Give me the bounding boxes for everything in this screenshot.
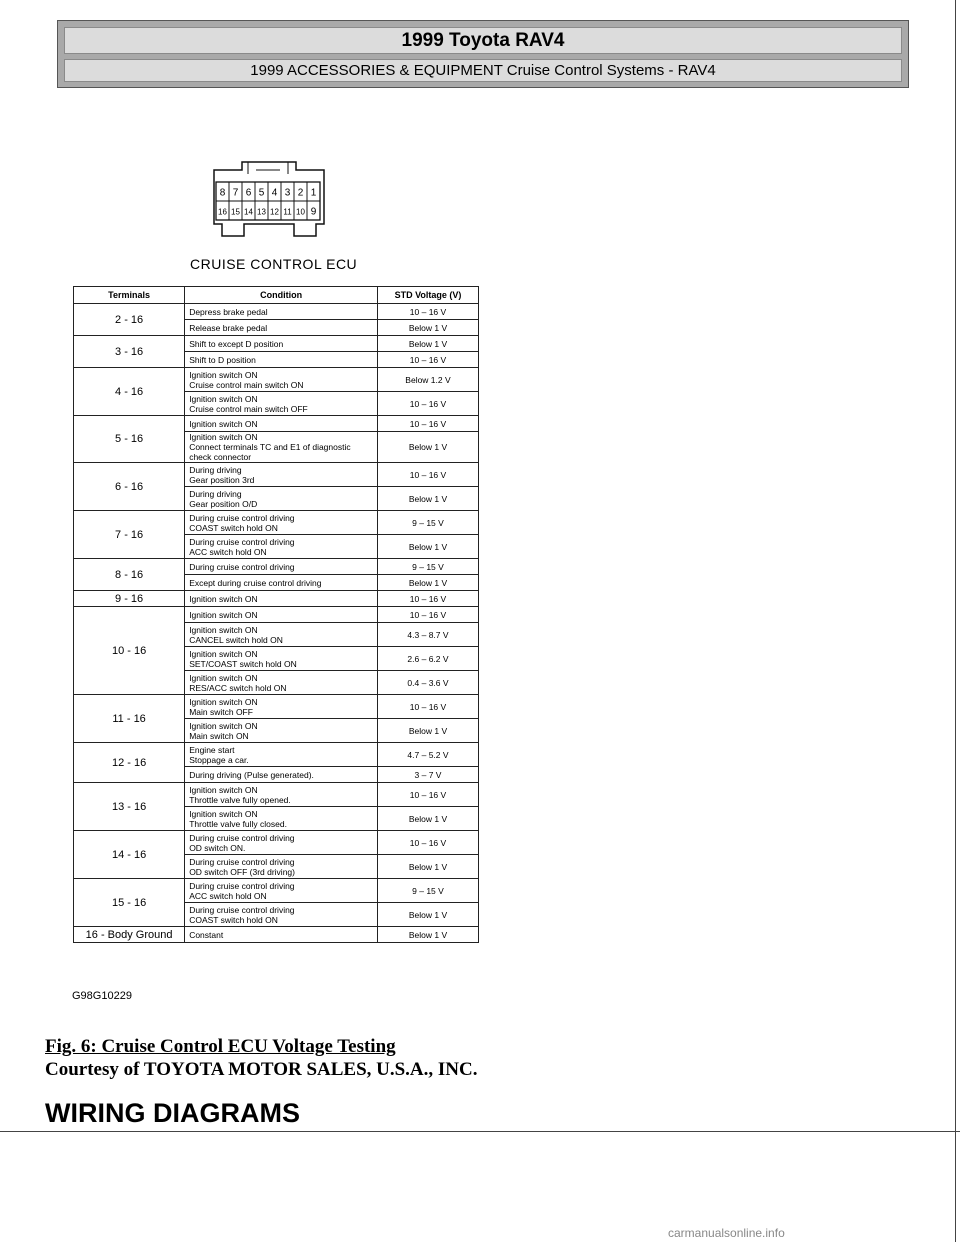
section-heading: WIRING DIAGRAMS — [45, 1098, 300, 1128]
condition-cell: During driving Gear position 3rd — [185, 463, 378, 487]
condition-cell: Shift to except D position — [185, 336, 378, 352]
voltage-cell: Below 1 V — [377, 575, 478, 591]
connector-pin-number: 6 — [245, 187, 252, 199]
voltage-cell: 10 – 16 V — [377, 695, 478, 719]
figure-caption[interactable]: Fig. 6: Cruise Control ECU Voltage Testing — [45, 1036, 396, 1057]
voltage-cell: 3 – 7 V — [377, 767, 478, 783]
voltage-cell: 10 – 16 V — [377, 783, 478, 807]
condition-cell: Ignition switch ON Throttle valve fully opened. — [185, 783, 378, 807]
condition-cell: During cruise control driving OD switch OFF (3rd driving) — [185, 855, 378, 879]
condition-cell: Ignition switch ON RES/ACC switch hold ON — [185, 671, 378, 695]
voltage-cell: Below 1 V — [377, 336, 478, 352]
condition-cell: During cruise control driving ACC switch hold ON — [185, 535, 378, 559]
condition-cell: Constant — [185, 927, 378, 943]
condition-cell: Ignition switch ON SET/COAST switch hold ON — [185, 647, 378, 671]
table-row — [74, 879, 479, 903]
voltage-cell: 10 – 16 V — [377, 416, 478, 432]
connector-pin-number: 14 — [244, 207, 253, 217]
header-condition: Condition — [185, 287, 378, 304]
connector-pin-number: 4 — [271, 187, 278, 199]
table-row — [74, 831, 479, 855]
condition-cell: Ignition switch ON Connect terminals TC and E1 of diagnostic check connector — [185, 432, 378, 463]
voltage-cell: Below 1 V — [377, 855, 478, 879]
terminal-cell: 7 - 16 — [74, 511, 185, 559]
terminal-cell: 3 - 16 — [74, 336, 185, 368]
terminal-cell: 9 - 16 — [74, 591, 185, 607]
condition-cell: Ignition switch ON — [185, 416, 378, 432]
condition-cell: Ignition switch ON Throttle valve fully closed. — [185, 807, 378, 831]
voltage-cell: 0.4 – 3.6 V — [377, 671, 478, 695]
terminal-cell: 14 - 16 — [74, 831, 185, 879]
table-row — [74, 463, 479, 487]
page-frame-bottom — [0, 1131, 960, 1132]
voltage-cell: 9 – 15 V — [377, 559, 478, 575]
condition-cell: During driving Gear position O/D — [185, 487, 378, 511]
connector-pin-number: 2 — [297, 187, 304, 199]
voltage-cell: 10 – 16 V — [377, 352, 478, 368]
condition-cell: During cruise control driving COAST switch hold ON — [185, 511, 378, 535]
voltage-cell: 10 – 16 V — [377, 463, 478, 487]
table-row — [74, 783, 479, 807]
voltage-cell: 2.6 – 6.2 V — [377, 647, 478, 671]
terminal-cell: 5 - 16 — [74, 416, 185, 463]
voltage-cell: Below 1 V — [377, 535, 478, 559]
condition-cell: Ignition switch ON — [185, 591, 378, 607]
figure-courtesy: Courtesy of TOYOTA MOTOR SALES, U.S.A., INC. — [45, 1059, 478, 1080]
connector-pin-number: 9 — [310, 206, 317, 218]
table-row — [74, 304, 479, 320]
voltage-cell: Below 1 V — [377, 807, 478, 831]
connector-label: CRUISE CONTROL ECU — [190, 256, 358, 272]
voltage-cell: 4.3 – 8.7 V — [377, 623, 478, 647]
connector-pin-number: 7 — [232, 187, 239, 199]
condition-cell: Ignition switch ON CANCEL switch hold ON — [185, 623, 378, 647]
condition-cell: Engine start Stoppage a car. — [185, 743, 378, 767]
voltage-cell: Below 1 V — [377, 927, 478, 943]
terminal-cell: 16 - Body Ground — [74, 927, 185, 943]
voltage-spec-table — [73, 286, 479, 943]
condition-cell: During cruise control driving ACC switch hold ON — [185, 879, 378, 903]
voltage-cell: Below 1 V — [377, 903, 478, 927]
terminal-cell: 13 - 16 — [74, 783, 185, 831]
table-header-row — [74, 287, 479, 304]
connector-pin-number: 11 — [283, 207, 292, 217]
connector-pin-number: 15 — [231, 207, 240, 217]
terminal-cell: 8 - 16 — [74, 559, 185, 591]
voltage-cell: Below 1 V — [377, 719, 478, 743]
condition-cell: During cruise control driving — [185, 559, 378, 575]
table-row — [74, 336, 479, 352]
table-row — [74, 743, 479, 767]
connector-pin-number: 16 — [218, 207, 227, 217]
terminal-cell: 15 - 16 — [74, 879, 185, 927]
site-watermark: carmanualsonline.info — [668, 1226, 785, 1240]
connector-pin-number: 12 — [270, 207, 279, 217]
connector-pin-number: 10 — [296, 207, 305, 217]
condition-cell: Release brake pedal — [185, 320, 378, 336]
voltage-cell: Below 1 V — [377, 487, 478, 511]
condition-cell: Ignition switch ON Cruise control main switch OFF — [185, 392, 378, 416]
table-row — [74, 607, 479, 623]
page-header — [57, 20, 909, 88]
terminal-cell: 6 - 16 — [74, 463, 185, 511]
condition-cell: Ignition switch ON Cruise control main switch ON — [185, 368, 378, 392]
condition-cell: During driving (Pulse generated). — [185, 767, 378, 783]
condition-cell: Shift to D position — [185, 352, 378, 368]
voltage-cell: 9 – 15 V — [377, 511, 478, 535]
voltage-cell: Below 1 V — [377, 320, 478, 336]
condition-cell: Except during cruise control driving — [185, 575, 378, 591]
terminal-cell: 11 - 16 — [74, 695, 185, 743]
connector-pin-number: 5 — [258, 187, 265, 199]
connector-pin-number: 3 — [284, 187, 291, 199]
connector-pin-number: 1 — [310, 187, 317, 199]
terminal-cell: 2 - 16 — [74, 304, 185, 336]
voltage-cell: 4.7 – 5.2 V — [377, 743, 478, 767]
condition-cell: Ignition switch ON — [185, 607, 378, 623]
condition-cell: During cruise control driving COAST switch hold ON — [185, 903, 378, 927]
header-std-voltage: STD Voltage (V) — [377, 287, 478, 304]
voltage-cell: 10 – 16 V — [377, 392, 478, 416]
condition-cell: Ignition switch ON Main switch ON — [185, 719, 378, 743]
voltage-cell: Below 1.2 V — [377, 368, 478, 392]
condition-cell: Ignition switch ON Main switch OFF — [185, 695, 378, 719]
table-row — [74, 695, 479, 719]
voltage-cell: 9 – 15 V — [377, 879, 478, 903]
terminal-cell: 10 - 16 — [74, 607, 185, 695]
voltage-cell: Below 1 V — [377, 432, 478, 463]
terminal-cell: 4 - 16 — [74, 368, 185, 416]
table-row — [74, 927, 479, 943]
voltage-cell: 10 – 16 V — [377, 831, 478, 855]
table-row — [74, 559, 479, 575]
table-row — [74, 511, 479, 535]
terminal-cell: 12 - 16 — [74, 743, 185, 783]
condition-cell: Depress brake pedal — [185, 304, 378, 320]
document-title: 1999 Toyota RAV4 — [64, 27, 902, 54]
connector-pin-number: 8 — [219, 187, 226, 199]
connector-pin-number: 13 — [257, 207, 266, 217]
ecu-connector-diagram — [204, 158, 334, 246]
page-frame-right — [955, 0, 956, 1242]
voltage-cell: 10 – 16 V — [377, 304, 478, 320]
voltage-cell: 10 – 16 V — [377, 607, 478, 623]
table-row — [74, 416, 479, 432]
table-row — [74, 368, 479, 392]
header-terminals: Terminals — [74, 287, 185, 304]
table-row — [74, 591, 479, 607]
voltage-cell: 10 – 16 V — [377, 591, 478, 607]
condition-cell: During cruise control driving OD switch ON. — [185, 831, 378, 855]
figure-part-number: G98G10229 — [72, 990, 132, 1002]
document-subtitle: 1999 ACCESSORIES & EQUIPMENT Cruise Control Systems - RAV4 — [64, 59, 902, 82]
